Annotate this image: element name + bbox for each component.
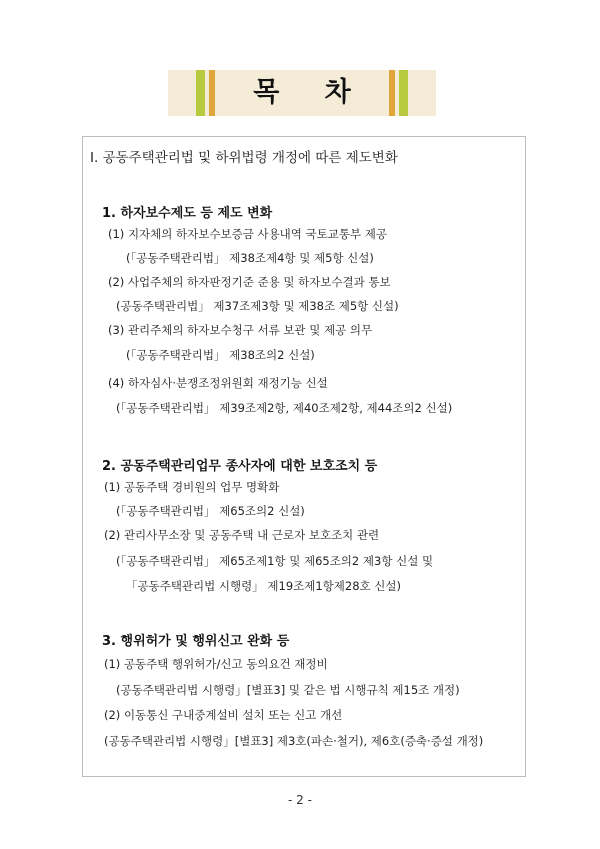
part-heading: Ⅰ. 공동주택관리법 및 하위법령 개정에 따른 제도변화	[90, 150, 398, 166]
page-title: 목 차	[253, 77, 369, 108]
toc-item: (2) 사업주체의 하자판정기준 준용 및 하자보수결과 통보	[108, 275, 391, 289]
toc-title-banner	[168, 70, 436, 116]
toc-item: (1) 공동주택 행위허가/신고 동의요건 재정비	[104, 657, 328, 671]
section-title-2: 2. 공동주택관리업무 종사자에 대한 보호조치 등	[102, 459, 378, 474]
toc-item: (2) 관리사무소장 및 공동주택 내 근로자 보호조치 관련	[104, 528, 380, 542]
toc-item-reference: (「공동주택관리법」 제65조제1항 및 제65조의2 제3항 신설 및	[116, 554, 434, 568]
page-number: - 2 -	[288, 793, 312, 807]
toc-item: (3) 관리주체의 하자보수청구 서류 보관 및 제공 의무	[108, 323, 373, 337]
section-title-3: 3. 행위허가 및 행위신고 완화 등	[102, 634, 290, 649]
toc-item: (4) 하자심사·분쟁조정위원회 재정기능 신설	[108, 376, 328, 390]
section-title-1: 1. 하자보수제도 등 제도 변화	[102, 206, 273, 221]
toc-item: (1) 지자체의 하자보수보증금 사용내역 국토교통부 제공	[108, 227, 387, 241]
toc-item-reference: (공동주택관리법 시행령」[별표3] 및 같은 법 시행규칙 제15조 개정)	[116, 683, 460, 697]
toc-item-reference: (「공동주택관리법」 제38조제4항 및 제5항 신설)	[126, 251, 374, 265]
toc-item-reference: (「공동주택관리법」 제39조제2항, 제40조제2항, 제44조의2 신설)	[116, 401, 453, 415]
toc-item: (2) 이동통신 구내중계설비 설치 또는 신고 개선	[104, 708, 343, 722]
toc-item: (1) 공동주택 경비원의 업무 명확화	[104, 480, 280, 494]
toc-item-reference: (공동주택관리법 시행령」[별표3] 제3호(파손·철거), 제6호(증축·증설 개정)	[104, 734, 484, 748]
toc-item-reference: (공동주택관리법」 제37조제3항 및 제38조 제5항 신설)	[116, 299, 399, 313]
toc-item-reference: (「공동주택관리법」 제38조의2 신설)	[126, 348, 315, 362]
toc-item-reference: 「공동주택관리법 시행령」 제19조제1항제28호 신설)	[126, 579, 401, 593]
toc-item-reference: (「공동주택관리법」 제65조의2 신설)	[116, 504, 305, 518]
